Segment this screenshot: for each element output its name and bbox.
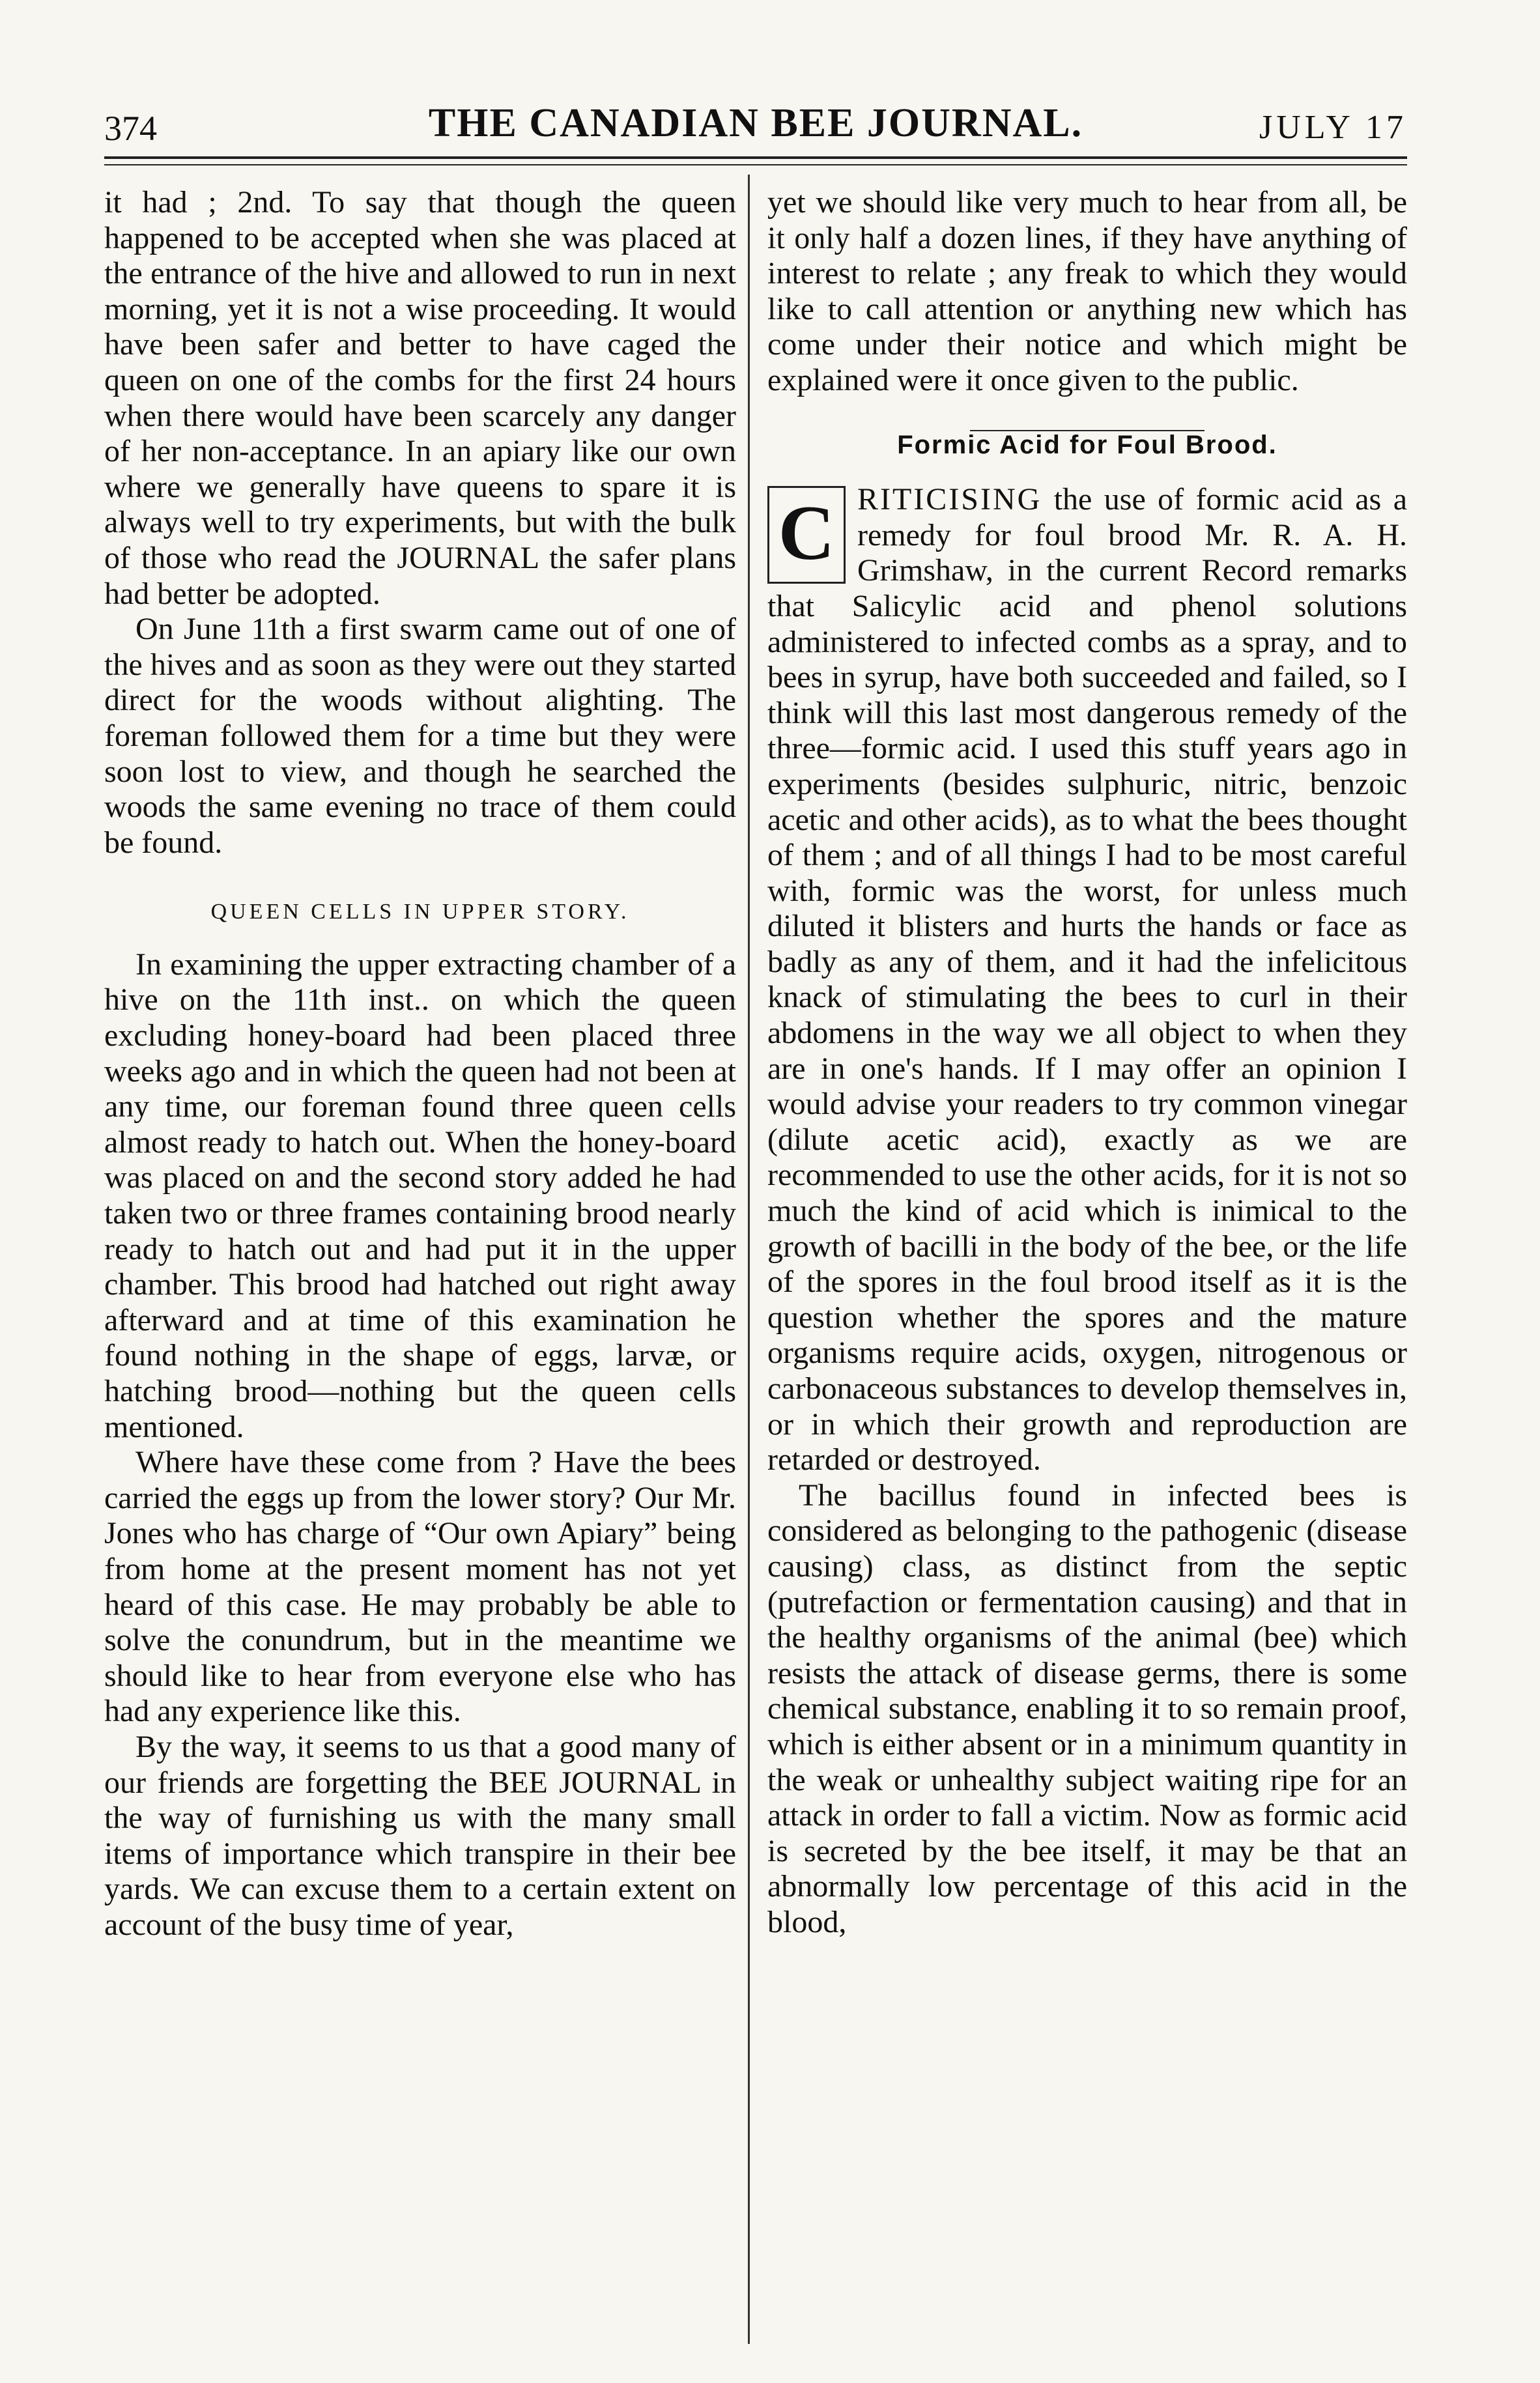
drop-cap-letter: C [767, 486, 846, 584]
left-column [104, 185, 736, 1943]
page-number: 374 [104, 109, 157, 148]
right-paragraph-2-text: the use of formic acid as a remedy for foul brood Mr. R. A. H. Grimshaw, in the current Record remarks that Salicylic acid and phenol solutions administered to infected combs as a spray, and to bees in syrup, have both succeeded and failed, so I think will this last most dangerous remedy of the three—formic acid. I used this stuff years ago in experiments (besides sulphuric, nitric, benzoic acetic and other acids), as to what the bees thought of them ; and of all things I had to be most careful with, formic was the worst, for unless much diluted it blisters and hurts the hands or face as badly as any of them, and it had the infelicitous knack of stimulating the bees to curl in their abdomens in the way we all object to when they are in one's hands. If I may offer an opinion I would advise your readers to try common vinegar (dilute acetic acid), exactly as we are recommended to use the other acids, for it is not so much the kind of acid which is inimical to the growth of bacilli in the body of the bee, or the life of the spores in the foul brood itself as it is the question whether the spores and the mature organisms require acids, oxygen, nitrogenous or carbonaceous substances to develop themselves in, or in which their growth and reproduction are retarded or destroyed. [767, 482, 1407, 1477]
section-ornament [767, 410, 1407, 423]
header-rule [104, 156, 1407, 159]
section-title-formic-acid: Formic Acid for Foul Brood. [897, 430, 1277, 459]
left-paragraph-5: By the way, it seems to us that a good many of our friends are forgetting the BEE JOURNAL in the way of furnishing us with the many small items of importance which transpire in their bee yards. We can excuse them to a certain extent on account of the busy time of year, [104, 1729, 736, 1942]
subheading-queen-cells: QUEEN CELLS IN UPPER STORY. [210, 900, 630, 924]
left-paragraph-3: In examining the upper extracting chamber of a hive on the 11th inst.. on which the queen excluding honey-board had been placed three weeks ago and in which the queen had not been at any time, our foreman found three queen cells almost ready to hatch out. When the honey-board was placed on and the second story added he had taken two or three frames containing brood nearly ready to hatch out and had put it in the upper chamber. This brood had hatched out right away afterward and at time of this examination he found nothing in the shape of eggs, larvæ, or hatching brood—nothing but the queen cells mentioned. [104, 947, 736, 1444]
left-paragraph-4: Where have these come from ? Have the bees carried the eggs up from the lower story? Our Mr. Jones who has charge of “Our own Apiary” being from home at the present moment has not yet heard of this case. He may probably be able to solve the conundrum, but in the meantime we should like to hear from everyone else who has had any experience like this. [104, 1445, 736, 1729]
header-rule-thin [104, 164, 1407, 165]
right-paragraph-1: yet we should like very much to hear from all, be it only half a dozen lines, if they have anything of interest to relate ; any freak to which they would like to call attention or anything new which has come under their notice and which might be explained were it once given to the public. [767, 185, 1407, 397]
column-divider [748, 175, 750, 2344]
left-paragraph-2: On June 11th a first swarm came out of one of the hives and as soon as they were out they started direct for the woods without alighting. The foreman followed them for a time but they were soon lost to view, and though he searched the woods the same evening no trace of them could be found. [104, 612, 736, 860]
issue-date: JULY 17 [1259, 109, 1407, 146]
left-paragraph-1: it had ; 2nd. To say that though the queen happened to be accepted when she was placed at the entrance of the hive and allowed to run in next morning, yet it is not a wise proceeding. It would have been safer and better to have caged the queen on one of the combs for the first 24 hours when there would have been scarcely any danger of her non-acceptance. In an apiary like our own where we generally have queens to spare it is always well to try experiments, but with the bulk of those who read the JOURNAL the safer plans had better be adopted. [104, 185, 736, 611]
right-paragraph-3: The bacillus found in infected bees is considered as belonging to the pathogenic (disease causing) class, as distinct from the septic (putrefaction or fermentation causing) and that in the healthy organisms of the animal (bee) which resists the attack of disease germs, there is some chemical substance, enabling it to so remain proof, which is either absent or in a minimum quantity in the weak or unhealthy subject waiting ripe for an attack in order to fall a victim. Now as formic acid is secreted by the bee itself, it may be that an abnormally low percentage of this acid in the blood, [767, 1477, 1407, 1939]
page-header [104, 96, 1407, 155]
article-body [767, 482, 1407, 1478]
lead-word: RITICISING [857, 482, 1042, 517]
journal-title: THE CANADIAN BEE JOURNAL. [428, 101, 1083, 145]
right-column [767, 185, 1407, 1941]
right-paragraph-2 [767, 482, 1407, 1478]
ornament-rule [970, 430, 1205, 431]
